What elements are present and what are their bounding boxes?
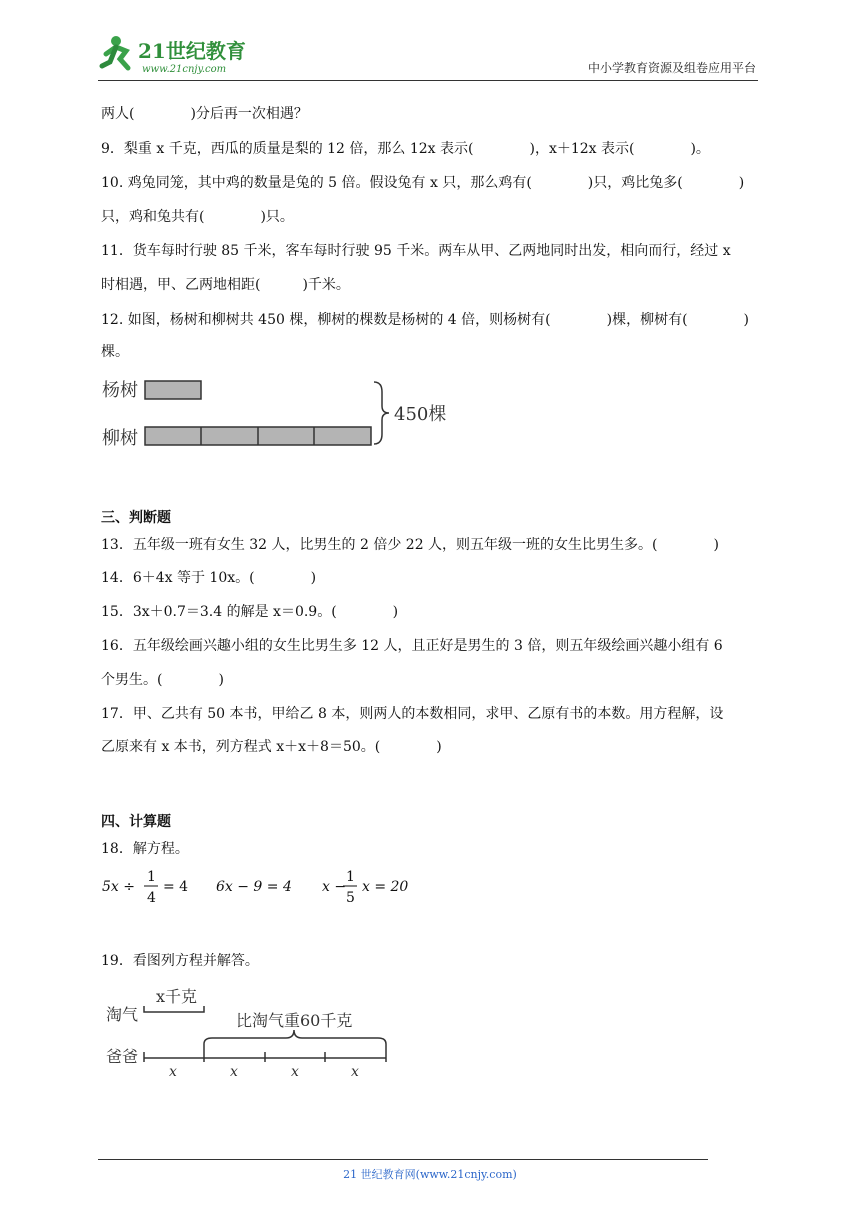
- logo-url: www.21cnjy.com: [142, 64, 227, 75]
- segment-label: x: [351, 1064, 359, 1080]
- header-slogan: 中小学教育资源及组卷应用平台: [587, 61, 756, 75]
- eq3-denominator: 5: [346, 890, 355, 906]
- poplar-bar: [145, 381, 201, 399]
- question-line: 乙原来有 x 本书，列方程式 x＋x＋8＝50。( ): [101, 739, 442, 755]
- site-logo: [98, 32, 268, 76]
- eq3-numerator: 1: [346, 869, 355, 885]
- question-line: 只，鸡和兔共有( )只。: [101, 209, 294, 225]
- total-label: 450棵: [394, 404, 447, 425]
- top-value-label: x千克: [156, 987, 198, 1006]
- dad-label: 爸爸: [106, 1047, 139, 1066]
- top-bracket: [144, 1006, 204, 1012]
- eq1-denominator: 4: [147, 890, 156, 906]
- eq3-left: x −: [322, 879, 347, 895]
- segment-label: x: [291, 1064, 299, 1080]
- weight-line-diagram: [100, 982, 400, 1082]
- bottom-brace: [204, 1030, 386, 1052]
- question-16: 16．五年级绘画兴趣小组的女生比男生多 12 人，且正好是男生的 3 倍，则五年级绘画兴趣小组有 6: [101, 638, 723, 654]
- willow-label: 柳树: [102, 428, 138, 449]
- section-title-calc: 四、计算题: [101, 814, 171, 830]
- question-13: 13．五年级一班有女生 32 人，比男生的 2 倍少 22 人，则五年级一班的女生比男生多。( ): [101, 537, 719, 553]
- question-9: 9．梨重 x 千克，西瓜的质量是梨的 12 倍，那么 12x 表示( )，x＋12x 表示( )。: [101, 141, 710, 157]
- equations: [100, 868, 420, 908]
- question-15: 15．3x＋0.7＝3.4 的解是 x＝0.9。( ): [101, 604, 399, 620]
- question-10: 10. 鸡兔同笼，其中鸡的数量是兔的 5 倍。假设兔有 x 只，那么鸡有( )只，鸡比兔多( ): [101, 175, 745, 191]
- question-12: 12. 如图，杨树和柳树共 450 棵，柳树的棵数是杨树的 4 倍，则杨树有( )棵，柳树有( ): [101, 312, 749, 328]
- question-14: 14．6＋4x 等于 10x。( ): [101, 570, 317, 586]
- poplar-label: 杨树: [102, 380, 138, 401]
- question-line: 时相遇，甲、乙两地相距( )千米。: [101, 277, 350, 293]
- section-title-judge: 三、判断题: [101, 510, 171, 526]
- logo-text: 21世纪教育: [138, 39, 246, 63]
- eq2: 6x − 9 = 4: [216, 879, 292, 895]
- taoqi-label: 淘气: [106, 1005, 139, 1024]
- question-17: 17．甲、乙共有 50 本书，甲给乙 8 本，则两人的本数相同，求甲、乙原有书的本数。用方程解，设: [101, 706, 724, 722]
- question-line: 棵。: [101, 344, 129, 360]
- footer-rule: [98, 1159, 708, 1160]
- page-header: [98, 30, 758, 81]
- question-line: 两人( )分后再一次相遇？: [101, 106, 308, 122]
- eq3-right: x = 20: [362, 879, 409, 895]
- eq1-left: 5x ÷: [102, 879, 135, 895]
- segment-label: x: [230, 1064, 238, 1080]
- segment-label: x: [169, 1064, 177, 1080]
- question-18: 18．解方程。: [101, 841, 189, 857]
- footer-link[interactable]: 21 世纪教育网(www.21cnjy.com): [343, 1168, 517, 1181]
- eq1-numerator: 1: [147, 869, 156, 885]
- eq1-right: = 4: [163, 879, 189, 895]
- tree-bar-diagram: [100, 372, 450, 456]
- brace-label: 比淘气重60千克: [236, 1011, 353, 1030]
- total-brace: [374, 382, 389, 444]
- question-11: 11．货车每时行驶 85 千米，客车每时行驶 95 千米。两车从甲、乙两地同时出发，相向而行，经过 x: [101, 243, 731, 259]
- running-man-icon: [102, 36, 128, 68]
- question-line: 个男生。( ): [101, 672, 224, 688]
- question-19: 19．看图列方程并解答。: [101, 953, 259, 969]
